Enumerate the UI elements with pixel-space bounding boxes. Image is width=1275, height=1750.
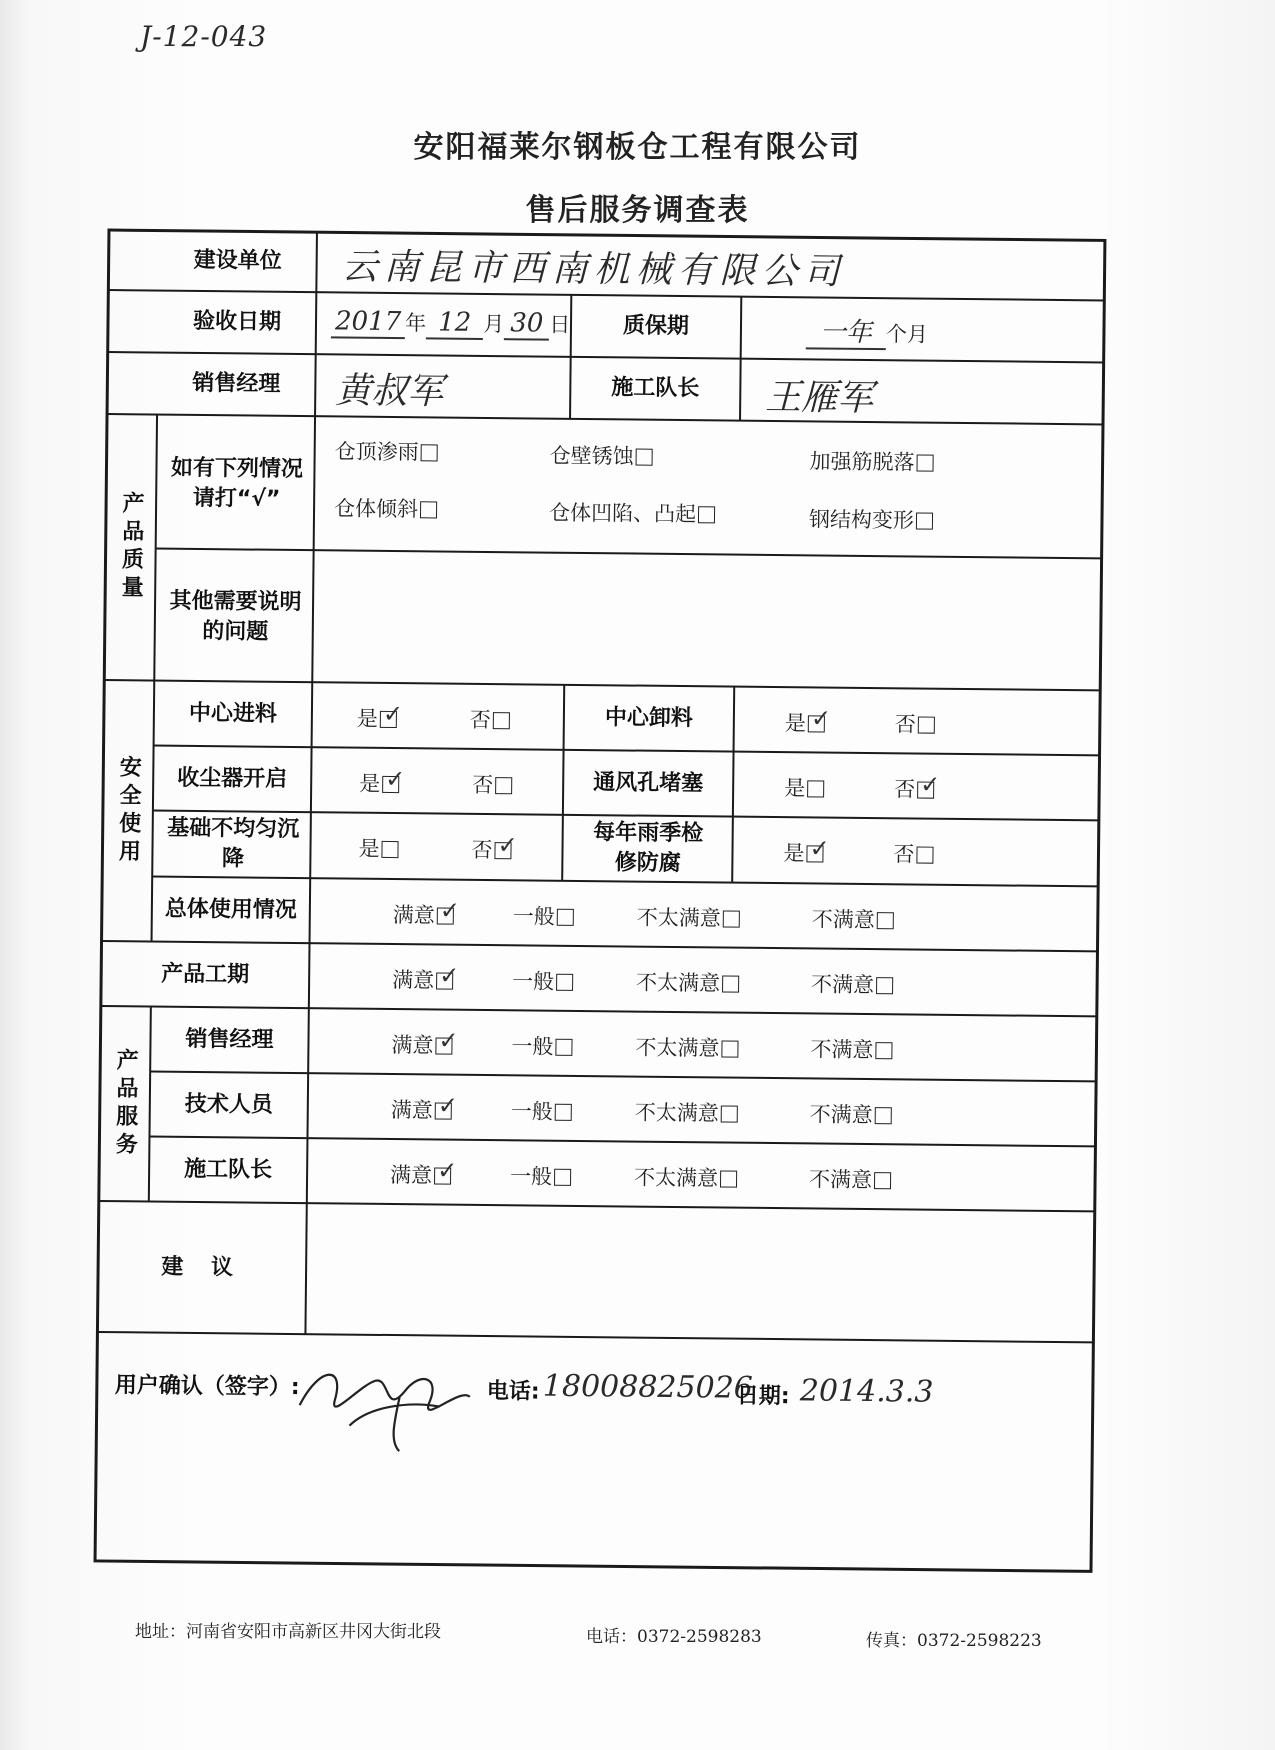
service-captain-satisfied[interactable]: 满意 ✓ — [389, 1156, 458, 1188]
service-technician-label: 技术人员 — [184, 1091, 273, 1118]
checkbox-checked[interactable] — [806, 834, 830, 863]
service-sales-satisfied[interactable]: 满意 ✓ — [391, 1026, 459, 1058]
phone-label: 电话: — [486, 1379, 540, 1405]
warranty-value — [806, 311, 928, 349]
overall-unsatisfied[interactable]: 不满意 — [812, 903, 894, 934]
checkbox[interactable] — [918, 717, 935, 734]
dust-collector-label: 收尘器开启 — [177, 765, 288, 792]
checkbox[interactable] — [421, 444, 438, 461]
footer-phone: 电话：0372-2598283 — [586, 1627, 762, 1647]
checkbox[interactable] — [877, 912, 894, 929]
date-value: 2014.3.3 — [799, 1373, 934, 1410]
center-discharge-yes[interactable]: 是 ✓ — [784, 704, 832, 736]
acceptance-year: 2017 — [331, 306, 406, 339]
checkbox[interactable] — [495, 777, 512, 794]
sales-manager-signature: 黄叔军 — [335, 370, 444, 413]
checkbox-checked[interactable] — [435, 1026, 459, 1055]
checkbox-checked[interactable] — [437, 896, 461, 925]
form-title: 售后服务调查表 — [525, 193, 750, 228]
checkbox[interactable] — [916, 454, 933, 471]
checkbox-checked[interactable] — [917, 770, 941, 799]
checkbox[interactable] — [916, 512, 933, 529]
service-tech-unsatisfied[interactable]: 不满意 — [810, 1098, 892, 1129]
checkbox[interactable] — [721, 1105, 738, 1122]
checkbox-checked[interactable] — [436, 961, 460, 990]
construction-unit-value: 云南昆市西南机械有限公司 — [341, 246, 846, 293]
acceptance-date-value — [331, 306, 571, 339]
service-captain-label: 施工队长 — [184, 1156, 273, 1183]
overall-satisfied[interactable]: 满意 ✓ — [392, 896, 461, 928]
issue-silo-dent[interactable]: 仓体凹陷、凸起 — [549, 497, 715, 529]
check-prompt: 如有下列情况请打“√” — [170, 455, 304, 512]
issue-roof-leak[interactable]: 仓顶渗雨 — [335, 435, 438, 466]
check-mark-icon: ✓ — [437, 1156, 458, 1185]
acceptance-day: 30 — [504, 308, 549, 340]
vent-blockage-label: 通风孔堵塞 — [593, 769, 704, 796]
checkbox[interactable] — [636, 449, 653, 466]
checkbox[interactable] — [493, 712, 510, 729]
checkbox[interactable] — [722, 975, 739, 992]
vent-blockage-no[interactable]: 否 ✓ — [894, 770, 941, 802]
foundation-settlement-label: 基础不均匀沉降 — [167, 815, 300, 872]
footer-address: 地址：河南省安阳市高新区井冈大街北段 — [135, 1622, 441, 1642]
warranty-unit: 个月 — [885, 322, 929, 347]
checkbox[interactable] — [723, 910, 740, 927]
check-mark-icon: ✓ — [437, 1091, 459, 1120]
check-mark-icon: ✓ — [920, 770, 941, 799]
foundation-settlement-yes[interactable]: 是 — [358, 833, 398, 863]
month-unit: 月 — [483, 311, 505, 337]
schedule-unsatisfied[interactable]: 不满意 — [811, 968, 893, 999]
checkbox[interactable] — [874, 1172, 891, 1189]
service-sales-average[interactable]: 一般 — [511, 1030, 572, 1061]
construction-captain-label: 施工队长 — [611, 375, 700, 402]
product-quality-section-label: 产品质量 — [118, 491, 145, 604]
checkbox[interactable] — [554, 1169, 571, 1186]
checkbox[interactable] — [916, 847, 933, 864]
checkbox-checked[interactable] — [494, 831, 518, 860]
service-captain-average[interactable]: 一般 — [510, 1160, 571, 1191]
construction-unit-label: 建设单位 — [193, 248, 282, 274]
rainy-season-maintenance-no[interactable]: 否 — [893, 838, 933, 868]
checkbox[interactable] — [721, 1040, 738, 1057]
service-sales-unsatisfied[interactable]: 不满意 — [810, 1033, 892, 1064]
sales-manager-label: 销售经理 — [192, 371, 281, 397]
issue-rib-detach[interactable]: 加强筋脱落 — [809, 445, 933, 476]
check-mark-icon: ✓ — [382, 699, 404, 729]
other-issues-label: 其他需要说明的问题 — [169, 588, 302, 645]
checkbox-checked[interactable] — [435, 1091, 459, 1120]
product-schedule-label: 产品工期 — [161, 961, 250, 988]
service-sales-manager-label: 销售经理 — [185, 1026, 274, 1053]
overall-use-label: 总体使用情况 — [164, 896, 297, 923]
checkbox[interactable] — [875, 1107, 892, 1124]
service-tech-satisfied[interactable]: 满意 ✓ — [390, 1091, 459, 1123]
checkbox[interactable] — [555, 1104, 572, 1121]
check-mark-icon: ✓ — [810, 704, 832, 733]
foundation-settlement-no[interactable]: 否 ✓ — [471, 831, 518, 863]
checkbox-checked[interactable] — [380, 699, 404, 729]
company-title: 安阳福莱尔钢板仓工程有限公司 — [413, 130, 862, 165]
center-discharge-label: 中心卸料 — [604, 704, 694, 731]
checkbox-checked[interactable] — [808, 704, 832, 733]
checkbox-checked[interactable] — [382, 764, 406, 794]
service-tech-not-very-satisfied[interactable]: 不太满意 — [635, 1097, 738, 1128]
checkbox[interactable] — [557, 909, 574, 926]
checkbox[interactable] — [555, 1039, 572, 1056]
center-feeding-label: 中心进料 — [188, 700, 278, 727]
center-feeding-yes[interactable]: 是 ✓ — [356, 699, 404, 731]
suggestion-label: 建 议 — [161, 1254, 244, 1281]
service-sales-not-very-satisfied[interactable]: 不太满意 — [635, 1032, 738, 1063]
service-tech-average[interactable]: 一般 — [511, 1095, 572, 1126]
checkbox-checked[interactable] — [434, 1156, 458, 1185]
check-mark-icon: ✓ — [438, 1026, 459, 1055]
center-discharge-no[interactable]: 否 — [895, 708, 935, 738]
construction-captain-signature: 王雁军 — [765, 376, 874, 420]
service-captain-not-very-satisfied[interactable]: 不太满意 — [634, 1162, 737, 1193]
acceptance-date-label: 验收日期 — [192, 309, 282, 335]
overall-not-very-satisfied[interactable]: 不太满意 — [637, 902, 740, 933]
survey-form — [93, 228, 1107, 1573]
schedule-not-very-satisfied[interactable]: 不太满意 — [636, 967, 739, 998]
issue-wall-rust[interactable]: 仓壁锈蚀 — [549, 440, 652, 471]
user-confirmation-label: 用户确认（签字）: — [114, 1373, 300, 1401]
check-mark-icon: ✓ — [439, 961, 460, 990]
schedule-satisfied[interactable]: 满意 ✓ — [392, 961, 460, 993]
rainy-season-maintenance-yes[interactable]: 是 ✓ — [783, 834, 830, 866]
service-captain-unsatisfied[interactable]: 不满意 — [809, 1163, 891, 1194]
safety-use-section-label: 安全使用 — [115, 754, 142, 867]
checkbox[interactable] — [698, 506, 715, 523]
date-label: 日期: — [736, 1383, 790, 1410]
checkbox[interactable] — [875, 1042, 892, 1059]
dust-collector-yes[interactable]: 是 ✓ — [359, 764, 406, 796]
checkbox[interactable] — [876, 977, 893, 994]
check-mark-icon: ✓ — [439, 896, 461, 925]
checkbox[interactable] — [720, 1170, 737, 1187]
schedule-average[interactable]: 一般 — [512, 965, 573, 996]
product-service-section-label: 产品服务 — [112, 1047, 139, 1160]
day-unit: 日 — [549, 312, 571, 337]
user-signature — [289, 1345, 480, 1457]
acceptance-month: 12 — [426, 307, 483, 340]
issue-silo-tilt[interactable]: 仓体倾斜 — [334, 492, 437, 523]
document-code: J-12-043 — [140, 20, 268, 53]
vent-blockage-yes[interactable]: 是 — [784, 772, 824, 802]
checkbox[interactable] — [381, 841, 398, 858]
checkbox[interactable] — [420, 501, 437, 518]
checkbox[interactable] — [556, 974, 573, 991]
dust-collector-no[interactable]: 否 — [472, 769, 512, 799]
warranty-label: 质保期 — [622, 313, 690, 340]
rainy-season-maintenance-label: 每年雨季检修防腐 — [593, 820, 704, 877]
overall-average[interactable]: 一般 — [513, 900, 574, 931]
center-feeding-no[interactable]: 否 — [470, 704, 510, 734]
check-mark-icon: ✓ — [385, 764, 406, 794]
check-mark-icon: ✓ — [497, 831, 518, 860]
warranty-period: 一年 — [806, 317, 886, 350]
phone-value: 18008825026 — [542, 1368, 754, 1406]
issue-steel-deform[interactable]: 钢结构变形 — [809, 503, 933, 534]
checkbox[interactable] — [807, 780, 824, 797]
check-mark-icon: ✓ — [809, 834, 830, 863]
footer-fax: 传真：0372-2598223 — [866, 1631, 1042, 1651]
year-unit: 年 — [405, 311, 427, 336]
